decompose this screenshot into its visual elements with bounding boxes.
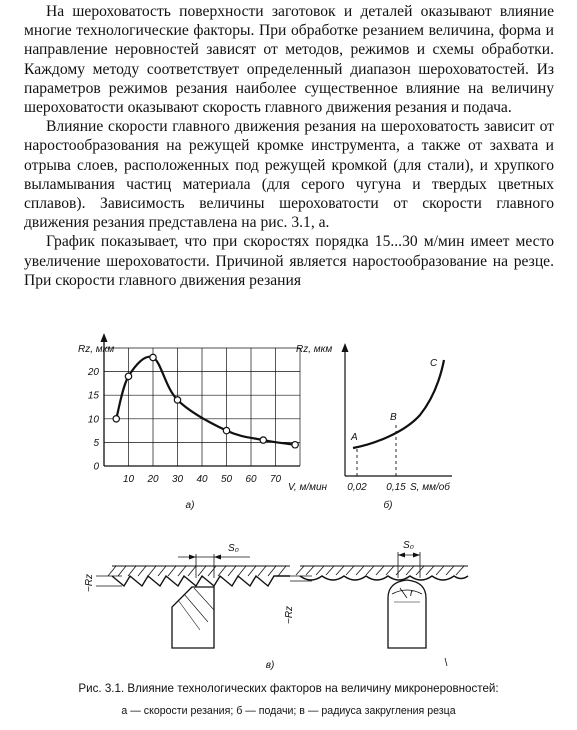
rz-label-left: ~Rz xyxy=(84,573,95,592)
chart-a-curve xyxy=(116,357,295,445)
paragraph-1: На шероховатость поверхности заготовок и деталей оказывают влияние многие технологические факторы. При обработке резанием величина, форма и направление неровностей зависят от методов, режимов и схемы обработки. Каждому методу соответствует определенный диапазон шероховатостей. Из параметров режимов резания наиболее существенное влияние на величину шероховатости оказывают скорость главного движения резания и подача. xyxy=(24,3,554,117)
chart-a xyxy=(78,333,328,511)
y-tick-label: 15 xyxy=(87,390,99,402)
stray-mark xyxy=(445,658,447,666)
data-point xyxy=(260,437,266,443)
so-arrow-left-1 xyxy=(189,555,196,560)
radius-label: r xyxy=(410,588,414,599)
chart-b-y-arrow xyxy=(342,343,349,352)
data-point xyxy=(125,373,131,379)
chart-b-y-axis-label: Rz, мкм xyxy=(296,344,333,355)
diagram-v-left xyxy=(84,543,290,648)
so-arrow-left-2 xyxy=(214,555,221,560)
chart-b-x-axis-label: S, мм/об xyxy=(410,482,450,493)
panel-a-label: а) xyxy=(185,500,195,511)
body-text xyxy=(24,2,554,290)
so-label-left: S₀ xyxy=(228,543,239,554)
so-arrow-right-1 xyxy=(398,553,405,558)
hatching-left xyxy=(108,566,286,576)
hatching-right xyxy=(296,566,464,575)
so-label-right: S₀ xyxy=(403,540,414,551)
chart-a-x-axis-label: V, м/мин xyxy=(288,482,328,493)
chart-a-axes xyxy=(101,333,301,466)
diagram-v-right xyxy=(284,540,468,666)
chart-a-y-ticks xyxy=(87,367,100,472)
scalloped-profile xyxy=(300,576,468,580)
x-tick-label: 70 xyxy=(269,474,282,485)
chart-b-point-c: C xyxy=(430,358,438,369)
chart-a-grid xyxy=(104,348,300,466)
y-tick-label: 5 xyxy=(93,437,99,449)
figure-caption-legend: а — скорости резания; б — подачи; в — радиуса закругления резца xyxy=(121,705,456,717)
data-point xyxy=(150,354,156,360)
data-point xyxy=(174,397,180,403)
panel-v-label: в) xyxy=(265,660,275,670)
chart-a-points xyxy=(113,354,298,448)
figure-caption: Рис. 3.1. Влияние технологических факторов на величину микронеровностей: xyxy=(78,682,499,695)
figure-3-1 xyxy=(0,330,577,670)
chart-a-x-ticks xyxy=(123,474,282,485)
so-arrow-right-2 xyxy=(413,553,420,558)
x-tick-label: 40 xyxy=(196,474,208,485)
chart-b-x-tick-2: 0,15 xyxy=(386,482,406,493)
x-tick-label: 20 xyxy=(147,474,159,485)
chart-a-y-axis-label: Rz, мкм xyxy=(78,344,115,355)
chart-b-x-tick-1: 0,02 xyxy=(347,482,367,493)
chart-a-y-arrow xyxy=(101,333,108,342)
x-tick-label: 60 xyxy=(245,474,257,485)
sawtooth-profile xyxy=(112,576,290,586)
y-tick-label: 10 xyxy=(87,414,99,426)
x-tick-label: 50 xyxy=(220,474,233,485)
paragraph-3: График показывает, что при скоростях порядка 15...30 м/мин имеет место увеличение шероховатости. Причиной является наростообразование на резце. При скорости главного движения резания xyxy=(24,233,554,289)
rz-label-right: ~Rz xyxy=(284,605,295,624)
y-tick-label: 0 xyxy=(93,461,99,473)
x-tick-label: 30 xyxy=(171,474,184,485)
data-point xyxy=(223,427,229,433)
chart-b-point-b: B xyxy=(390,412,397,423)
cutting-tool-left xyxy=(172,587,214,648)
paragraph-2: Влияние скорости главного движения резания на шероховатость зависит от наростообразования на режущей кромке инструмента, а также от захвата и отрыва слоев, расположенных под режущей кромкой (для стали), и хрупкого выламывания частиц материала (для серого чугуна и твердых цветных сплавов). Зависимость величины шероховатости от скорости главного движения резания представлена на рис. 3.1, а. xyxy=(24,118,554,232)
chart-b-point-a: A xyxy=(351,432,358,443)
y-tick-label: 20 xyxy=(87,367,99,379)
chart-b-curve xyxy=(353,360,444,448)
panel-b-label: б) xyxy=(383,500,393,511)
x-tick-label: 10 xyxy=(122,474,135,485)
data-point xyxy=(292,442,298,448)
data-point xyxy=(113,416,119,422)
